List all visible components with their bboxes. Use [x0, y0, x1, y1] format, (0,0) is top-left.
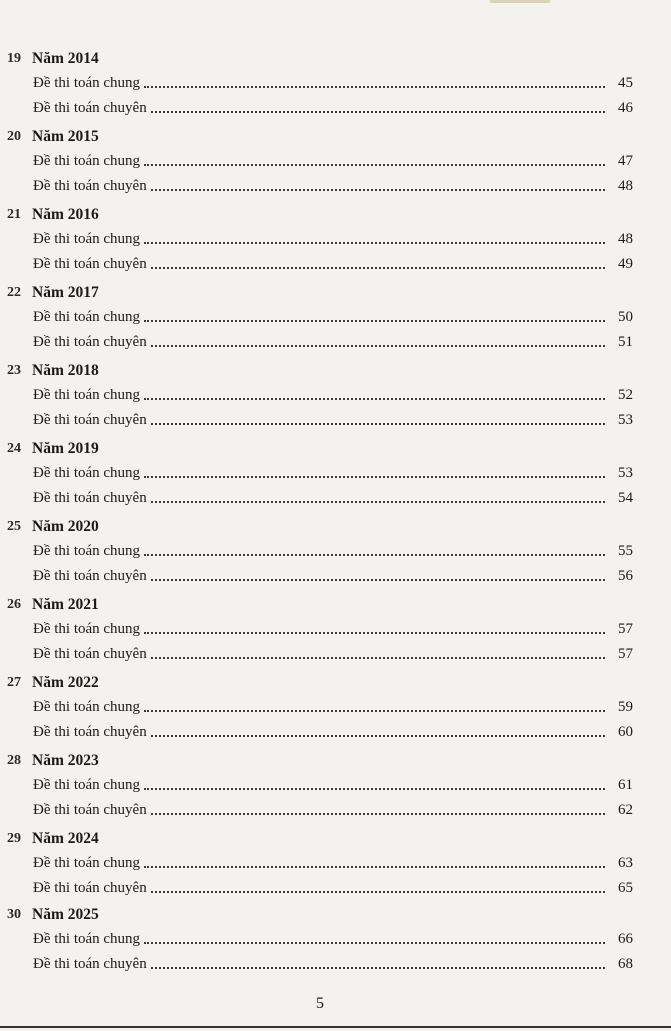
section-title: Năm 2024 — [32, 830, 99, 847]
section-title: Năm 2015 — [32, 128, 99, 145]
dot-leader — [151, 188, 605, 191]
toc-entry — [33, 306, 633, 326]
dot-leader — [144, 319, 605, 322]
dot-leader — [144, 85, 605, 88]
section-number: 20 — [7, 129, 21, 144]
toc-entry — [33, 721, 633, 741]
entry-page: 46 — [618, 100, 633, 116]
dot-leader — [151, 734, 605, 737]
dot-leader — [144, 241, 605, 244]
dot-leader — [151, 966, 605, 969]
section-heading — [0, 282, 99, 304]
entry-label: Đề thi toán chung — [33, 621, 141, 637]
entry-label: Đề thi toán chuyên — [33, 334, 147, 350]
entry-label: Đề thi toán chuyên — [33, 802, 147, 818]
section-heading — [0, 438, 99, 460]
dot-leader — [144, 941, 605, 944]
section-title: Năm 2016 — [32, 206, 99, 223]
entry-page: 51 — [618, 334, 633, 350]
toc-entry — [33, 852, 633, 872]
toc-entry — [33, 953, 633, 973]
entry-page: 57 — [618, 646, 633, 662]
dot-leader — [144, 163, 605, 166]
entry-page: 50 — [618, 309, 633, 325]
entry-label: Đề thi toán chuyên — [33, 646, 147, 662]
toc-entry — [33, 487, 633, 507]
section-number: 29 — [7, 831, 21, 846]
entry-label: Đề thi toán chung — [33, 777, 141, 793]
dot-leader — [144, 553, 605, 556]
toc-entry — [33, 540, 633, 560]
section-number: 22 — [7, 285, 21, 300]
entry-label: Đề thi toán chung — [33, 231, 141, 247]
section-number: 24 — [7, 441, 21, 456]
entry-page: 63 — [618, 855, 633, 871]
section-title: Năm 2021 — [32, 596, 99, 613]
entry-page: 52 — [618, 387, 633, 403]
entry-page: 48 — [618, 231, 633, 247]
section-title: Năm 2025 — [32, 906, 99, 923]
toc-entry — [33, 774, 633, 794]
entry-label: Đề thi toán chung — [33, 855, 141, 871]
section-title: Năm 2020 — [32, 518, 99, 535]
entry-label: Đề thi toán chuyên — [33, 880, 147, 896]
toc-entry — [33, 150, 633, 170]
entry-label: Đề thi toán chung — [33, 387, 141, 403]
entry-page: 54 — [618, 490, 633, 506]
toc-entry — [33, 618, 633, 638]
entry-label: Đề thi toán chuyên — [33, 724, 147, 740]
entry-page: 60 — [618, 724, 633, 740]
entry-label: Đề thi toán chuyên — [33, 490, 147, 506]
section-title: Năm 2018 — [32, 362, 99, 379]
entry-page: 56 — [618, 568, 633, 584]
section-heading — [0, 360, 99, 382]
entry-page: 49 — [618, 256, 633, 272]
dot-leader — [151, 578, 605, 581]
toc-entry — [33, 928, 633, 948]
entry-label: Đề thi toán chung — [33, 465, 141, 481]
section-heading — [0, 672, 99, 694]
entry-label: Đề thi toán chuyên — [33, 256, 147, 272]
toc-entry — [33, 72, 633, 92]
entry-label: Đề thi toán chung — [33, 543, 141, 559]
dot-leader — [151, 422, 605, 425]
bottom-edge-rule — [0, 1026, 671, 1028]
section-heading — [0, 48, 99, 70]
section-title: Năm 2017 — [32, 284, 99, 301]
dot-leader — [151, 500, 605, 503]
entry-page: 53 — [618, 465, 633, 481]
section-title: Năm 2019 — [32, 440, 99, 457]
toc-entry — [33, 384, 633, 404]
section-number: 21 — [7, 207, 21, 222]
entry-page: 59 — [618, 699, 633, 715]
entry-page: 55 — [618, 543, 633, 559]
toc-entry — [33, 877, 633, 897]
entry-page: 48 — [618, 178, 633, 194]
section-number: 27 — [7, 675, 21, 690]
section-number: 19 — [7, 51, 21, 66]
dot-leader — [151, 110, 605, 113]
dot-leader — [151, 344, 605, 347]
entry-label: Đề thi toán chuyên — [33, 412, 147, 428]
section-heading — [0, 594, 99, 616]
entry-page: 61 — [618, 777, 633, 793]
section-heading — [0, 750, 99, 772]
entry-label: Đề thi toán chuyên — [33, 956, 147, 972]
toc-entry — [33, 331, 633, 351]
entry-label: Đề thi toán chuyên — [33, 178, 147, 194]
entry-label: Đề thi toán chung — [33, 699, 141, 715]
dot-leader — [144, 787, 605, 790]
section-title: Năm 2022 — [32, 674, 99, 691]
toc-entry — [33, 175, 633, 195]
dot-leader — [144, 865, 605, 868]
dot-leader — [144, 475, 605, 478]
entry-page: 66 — [618, 931, 633, 947]
toc-entry — [33, 409, 633, 429]
toc-entry — [33, 696, 633, 716]
section-number: 28 — [7, 753, 21, 768]
section-heading — [0, 126, 99, 148]
dot-leader — [144, 631, 605, 634]
entry-label: Đề thi toán chung — [33, 309, 141, 325]
dot-leader — [151, 266, 605, 269]
toc-entry — [33, 228, 633, 248]
entry-page: 47 — [618, 153, 633, 169]
section-number: 23 — [7, 363, 21, 378]
entry-page: 45 — [618, 75, 633, 91]
top-edge-strip — [490, 0, 550, 3]
entry-page: 68 — [618, 956, 633, 972]
toc-entry — [33, 462, 633, 482]
entry-label: Đề thi toán chuyên — [33, 100, 147, 116]
section-title: Năm 2023 — [32, 752, 99, 769]
entry-page: 57 — [618, 621, 633, 637]
entry-label: Đề thi toán chung — [33, 153, 141, 169]
section-heading — [0, 904, 99, 926]
toc-entry — [33, 253, 633, 273]
entry-page: 53 — [618, 412, 633, 428]
toc-entry — [33, 97, 633, 117]
toc-entry — [33, 799, 633, 819]
dot-leader — [144, 709, 605, 712]
section-number: 30 — [7, 907, 21, 922]
section-number: 25 — [7, 519, 21, 534]
entry-page: 62 — [618, 802, 633, 818]
entry-label: Đề thi toán chuyên — [33, 568, 147, 584]
entry-label: Đề thi toán chung — [33, 931, 141, 947]
dot-leader — [151, 656, 605, 659]
dot-leader — [144, 397, 605, 400]
toc-entry — [33, 643, 633, 663]
dot-leader — [151, 812, 605, 815]
entry-page: 65 — [618, 880, 633, 896]
toc-entry — [33, 565, 633, 585]
section-number: 26 — [7, 597, 21, 612]
section-heading — [0, 828, 99, 850]
entry-label: Đề thi toán chung — [33, 75, 141, 91]
section-title: Năm 2014 — [32, 50, 99, 67]
page-number: 5 — [316, 995, 324, 1012]
section-heading — [0, 204, 99, 226]
section-heading — [0, 516, 99, 538]
dot-leader — [151, 890, 605, 893]
